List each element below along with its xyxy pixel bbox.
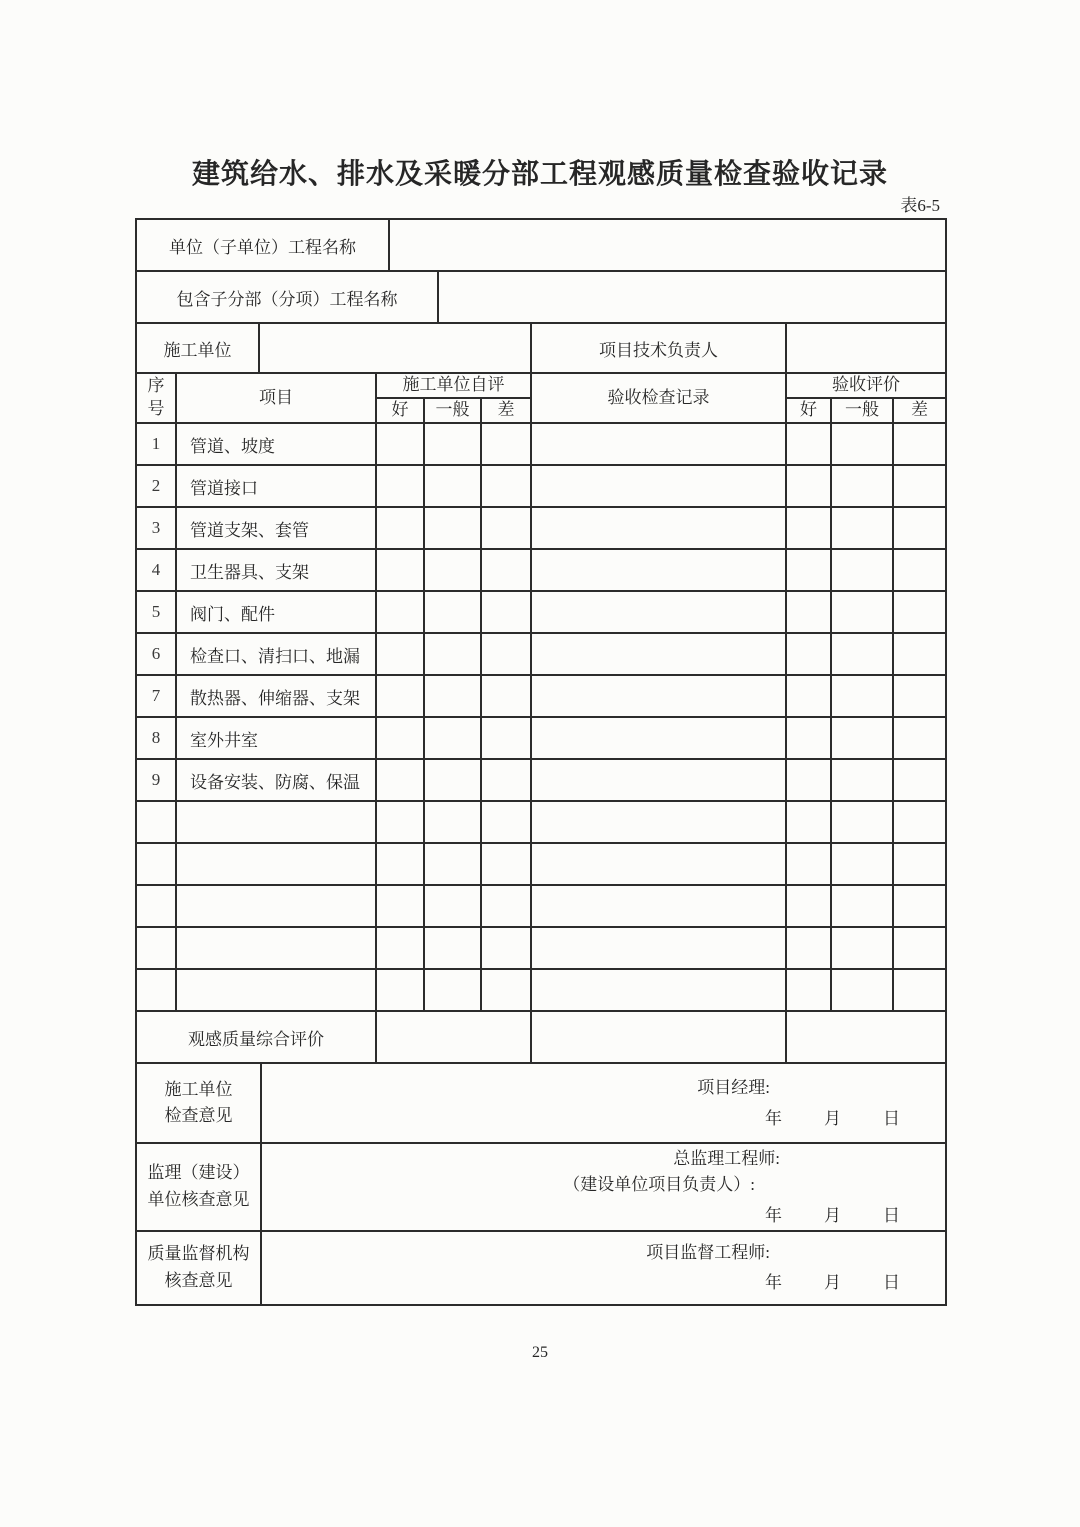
record-cell	[531, 759, 786, 801]
item-name	[176, 843, 376, 885]
item-row-empty	[136, 801, 946, 843]
accept-fair-cell	[831, 843, 893, 885]
item-row-6	[136, 633, 946, 675]
self-good-cell	[376, 969, 424, 1011]
item-name: 管道接口	[176, 465, 376, 507]
record-cell	[531, 717, 786, 759]
self-poor-cell	[481, 423, 531, 465]
accept-good-cell	[786, 675, 831, 717]
accept-good-cell	[786, 885, 831, 927]
tech-director-value	[786, 323, 946, 373]
item-row-2	[136, 465, 946, 507]
self-good-cell	[376, 591, 424, 633]
self-fair-cell	[424, 465, 481, 507]
accept-good-cell	[786, 465, 831, 507]
item-row-9	[136, 759, 946, 801]
self-fair-cell	[424, 423, 481, 465]
summary-self-eval-cell	[376, 1011, 531, 1063]
accept-fair-cell	[831, 549, 893, 591]
self-good-cell	[376, 759, 424, 801]
page-number: 25	[532, 1344, 548, 1361]
header-no: 序号	[136, 373, 176, 423]
record-cell	[531, 675, 786, 717]
accept-good-cell	[786, 927, 831, 969]
accept-fair-cell	[831, 465, 893, 507]
item-no: 6	[136, 633, 176, 675]
item-no: 8	[136, 717, 176, 759]
supervision-check-label: 监理（建设） 单位核查意见	[136, 1143, 261, 1231]
self-poor-cell	[481, 717, 531, 759]
info-row-unit-project	[135, 218, 947, 272]
self-good-cell	[376, 465, 424, 507]
self-fair-cell	[424, 969, 481, 1011]
self-fair-cell	[424, 927, 481, 969]
item-row-empty	[136, 843, 946, 885]
quality-bureau-section	[136, 1231, 946, 1305]
item-no: 3	[136, 507, 176, 549]
checklist-table	[135, 372, 947, 1064]
accept-good-cell	[786, 549, 831, 591]
header-accept-poor: 差	[893, 398, 946, 423]
header-item: 项目	[176, 373, 376, 423]
accept-good-cell	[786, 507, 831, 549]
supervising-engineer-sign-label: 项目监督工程师:	[646, 1242, 770, 1262]
self-fair-cell	[424, 717, 481, 759]
item-name: 阀门、配件	[176, 591, 376, 633]
self-poor-cell	[481, 843, 531, 885]
self-poor-cell	[481, 927, 531, 969]
date-line: 年 月 日	[765, 1108, 900, 1128]
accept-fair-cell	[831, 927, 893, 969]
table-number-label: 表6-5	[900, 196, 940, 215]
item-no: 9	[136, 759, 176, 801]
summary-acceptance-cell	[786, 1011, 946, 1063]
self-good-cell	[376, 549, 424, 591]
item-name: 卫生器具、支架	[176, 549, 376, 591]
unit-project-name-label: 单位（子单位）工程名称	[136, 219, 389, 271]
item-no	[136, 969, 176, 1011]
item-row-empty	[136, 885, 946, 927]
self-good-cell	[376, 843, 424, 885]
item-name	[176, 927, 376, 969]
accept-poor-cell	[893, 633, 946, 675]
chief-supervisor-sign-label: 总监理工程师:	[673, 1149, 780, 1168]
accept-poor-cell	[893, 591, 946, 633]
accept-good-cell	[786, 969, 831, 1011]
item-name: 室外井室	[176, 717, 376, 759]
item-row-empty	[136, 927, 946, 969]
self-fair-cell	[424, 633, 481, 675]
accept-poor-cell	[893, 507, 946, 549]
record-cell	[531, 801, 786, 843]
accept-good-cell	[786, 843, 831, 885]
accept-poor-cell	[893, 717, 946, 759]
accept-fair-cell	[831, 885, 893, 927]
header-inspection-record: 验收检查记录	[531, 373, 786, 423]
summary-row	[136, 1011, 946, 1063]
item-name: 管道、坡度	[176, 423, 376, 465]
header-self-eval: 施工单位自评	[376, 373, 531, 398]
construction-unit-value	[259, 323, 531, 373]
construction-check-content	[261, 1063, 946, 1143]
item-row-1	[136, 423, 946, 465]
item-no	[136, 801, 176, 843]
info-row-sub-project	[135, 270, 947, 324]
item-row-3	[136, 507, 946, 549]
form-title: 建筑给水、排水及采暖分部工程观感质量检查验收记录	[191, 159, 888, 190]
owner-representative-sign-label: （建设单位项目负责人）:	[563, 1175, 755, 1195]
construction-check-label: 施工单位 检查意见	[136, 1063, 261, 1143]
accept-poor-cell	[893, 675, 946, 717]
item-name	[176, 801, 376, 843]
sub-project-name-label: 包含子分部（分项）工程名称	[136, 271, 438, 323]
self-poor-cell	[481, 759, 531, 801]
accept-good-cell	[786, 759, 831, 801]
accept-poor-cell	[893, 759, 946, 801]
accept-poor-cell	[893, 549, 946, 591]
header-self-poor: 差	[481, 398, 531, 423]
info-row-construction-unit	[135, 322, 947, 374]
self-good-cell	[376, 885, 424, 927]
item-name: 检查口、清扫口、地漏	[176, 633, 376, 675]
self-fair-cell	[424, 843, 481, 885]
item-no: 4	[136, 549, 176, 591]
form-table	[135, 218, 945, 1306]
self-poor-cell	[481, 507, 531, 549]
self-fair-cell	[424, 549, 481, 591]
summary-label: 观感质量综合评价	[136, 1011, 376, 1063]
accept-fair-cell	[831, 507, 893, 549]
self-good-cell	[376, 423, 424, 465]
self-good-cell	[376, 801, 424, 843]
accept-poor-cell	[893, 843, 946, 885]
item-no	[136, 885, 176, 927]
record-cell	[531, 549, 786, 591]
item-name: 散热器、伸缩器、支架	[176, 675, 376, 717]
item-no: 1	[136, 423, 176, 465]
self-poor-cell	[481, 549, 531, 591]
header-acceptance-eval: 验收评价	[786, 373, 946, 398]
supervision-check-content	[261, 1143, 946, 1231]
construction-check-section	[136, 1063, 946, 1143]
signature-table	[135, 1062, 947, 1306]
accept-poor-cell	[893, 885, 946, 927]
tech-director-label: 项目技术负责人	[531, 323, 786, 373]
construction-unit-label: 施工单位	[136, 323, 259, 373]
record-cell	[531, 507, 786, 549]
self-poor-cell	[481, 969, 531, 1011]
project-manager-sign-label: 项目经理:	[697, 1078, 770, 1098]
header-self-fair: 一般	[424, 398, 481, 423]
self-good-cell	[376, 717, 424, 759]
item-row-7	[136, 675, 946, 717]
self-good-cell	[376, 675, 424, 717]
self-fair-cell	[424, 885, 481, 927]
sub-project-name-value	[438, 271, 946, 323]
self-fair-cell	[424, 801, 481, 843]
item-no	[136, 843, 176, 885]
self-fair-cell	[424, 507, 481, 549]
self-fair-cell	[424, 675, 481, 717]
header-accept-good: 好	[786, 398, 831, 423]
self-good-cell	[376, 927, 424, 969]
record-cell	[531, 969, 786, 1011]
record-cell	[531, 633, 786, 675]
item-no	[136, 927, 176, 969]
accept-fair-cell	[831, 591, 893, 633]
self-poor-cell	[481, 633, 531, 675]
supervision-check-section	[136, 1143, 946, 1231]
accept-poor-cell	[893, 927, 946, 969]
item-name	[176, 885, 376, 927]
date-line: 年 月 日	[765, 1273, 900, 1293]
record-cell	[531, 591, 786, 633]
accept-fair-cell	[831, 969, 893, 1011]
record-cell	[531, 843, 786, 885]
accept-poor-cell	[893, 801, 946, 843]
self-good-cell	[376, 507, 424, 549]
accept-good-cell	[786, 717, 831, 759]
record-cell	[531, 465, 786, 507]
accept-good-cell	[786, 591, 831, 633]
accept-good-cell	[786, 801, 831, 843]
self-poor-cell	[481, 885, 531, 927]
accept-fair-cell	[831, 633, 893, 675]
self-poor-cell	[481, 591, 531, 633]
unit-project-name-value	[389, 219, 946, 271]
accept-poor-cell	[893, 423, 946, 465]
item-row-5	[136, 591, 946, 633]
quality-bureau-content	[261, 1231, 946, 1305]
accept-fair-cell	[831, 801, 893, 843]
record-cell	[531, 423, 786, 465]
item-no: 5	[136, 591, 176, 633]
item-name: 管道支架、套管	[176, 507, 376, 549]
date-line: 年 月 日	[765, 1205, 900, 1225]
accept-good-cell	[786, 633, 831, 675]
accept-poor-cell	[893, 465, 946, 507]
accept-fair-cell	[831, 759, 893, 801]
item-no: 7	[136, 675, 176, 717]
item-row-4	[136, 549, 946, 591]
quality-bureau-label: 质量监督机构 核查意见	[136, 1231, 261, 1305]
self-poor-cell	[481, 801, 531, 843]
accept-fair-cell	[831, 675, 893, 717]
accept-poor-cell	[893, 969, 946, 1011]
self-good-cell	[376, 633, 424, 675]
accept-good-cell	[786, 423, 831, 465]
summary-record-cell	[531, 1011, 786, 1063]
self-poor-cell	[481, 465, 531, 507]
item-row-empty	[136, 969, 946, 1011]
record-cell	[531, 927, 786, 969]
header-accept-fair: 一般	[831, 398, 893, 423]
item-no: 2	[136, 465, 176, 507]
item-name	[176, 969, 376, 1011]
record-cell	[531, 885, 786, 927]
header-self-good: 好	[376, 398, 424, 423]
self-poor-cell	[481, 675, 531, 717]
self-fair-cell	[424, 591, 481, 633]
item-row-8	[136, 717, 946, 759]
accept-fair-cell	[831, 717, 893, 759]
accept-fair-cell	[831, 423, 893, 465]
self-fair-cell	[424, 759, 481, 801]
item-name: 设备安装、防腐、保温	[176, 759, 376, 801]
